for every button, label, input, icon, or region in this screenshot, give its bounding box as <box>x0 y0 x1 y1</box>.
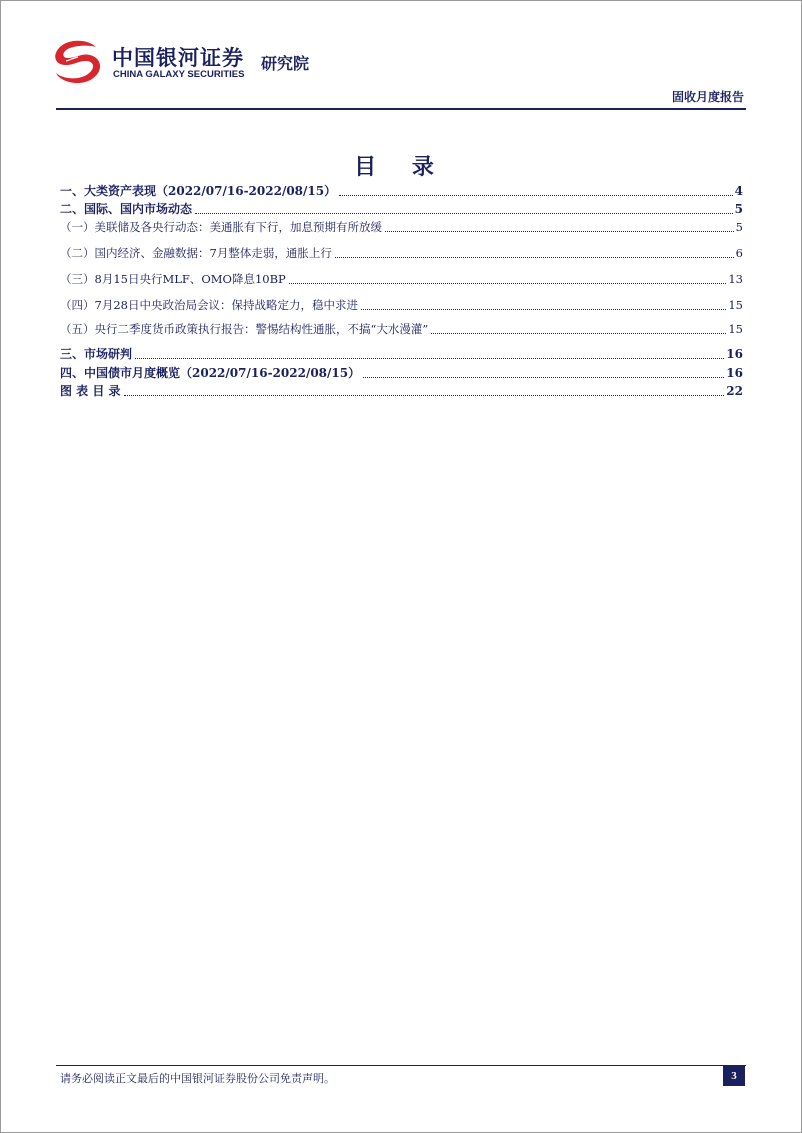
toc-entry-page: 15 <box>728 298 743 312</box>
toc-leader-dots <box>124 395 725 396</box>
toc-entry[interactable] <box>60 383 743 399</box>
brand-name-cn: 中国银河证券 <box>112 46 244 70</box>
toc-entry-title: （一）美联储及各央行动态：美通胀有下行，加息预期有所放缓 <box>60 220 382 234</box>
toc-entry-page: 16 <box>726 366 743 380</box>
toc-entry-page: 6 <box>735 246 743 260</box>
toc-entry-page: 15 <box>728 322 743 336</box>
toc-entry-title: （五）央行二季度货币政策执行报告：警惕结构性通胀，不搞“大水漫灌” <box>60 322 429 336</box>
toc-entry[interactable] <box>60 271 743 287</box>
toc-entry-title: （二）国内经济、金融数据：7月整体走弱，通胀上行 <box>60 246 332 260</box>
toc-entry-title: （四）7月28日中央政治局会议：保持战略定力，稳中求进 <box>60 298 358 312</box>
toc-entry-title: 图 表 目 录 <box>60 384 121 398</box>
toc-title: 目 录 <box>354 155 448 180</box>
toc-entry-page: 4 <box>734 184 743 198</box>
toc-entry[interactable] <box>60 297 743 313</box>
report-type-label: 固收月度报告 <box>671 90 744 104</box>
toc-entry-page: 13 <box>728 272 743 286</box>
toc-leader-dots <box>339 195 733 196</box>
page-header <box>50 38 750 110</box>
header-divider <box>56 108 746 110</box>
toc-entry-page: 5 <box>735 220 743 234</box>
toc-leader-dots <box>195 213 733 214</box>
toc-entry-title: 三、市场研判 <box>60 347 133 361</box>
footer-divider <box>56 1065 746 1066</box>
toc-entry[interactable] <box>60 219 743 235</box>
page-number: 3 <box>723 1066 745 1086</box>
disclaimer-note: 请务必阅读正文最后的中国银河证券股份公司免责声明。 <box>60 1072 335 1085</box>
toc-entry[interactable] <box>60 183 743 199</box>
institute-label: 研究院 <box>261 54 310 73</box>
toc-leader-dots <box>335 257 734 258</box>
toc-entry[interactable] <box>60 321 743 337</box>
toc-entry-page: 5 <box>734 202 743 216</box>
toc-leader-dots <box>135 358 724 359</box>
toc-entry-title: 二、国际、国内市场动态 <box>60 202 193 216</box>
toc-leader-dots <box>363 377 724 378</box>
toc-entry-title: （三）8月15日央行MLF、OMO降息10BP <box>60 272 286 286</box>
toc-entry[interactable] <box>60 201 743 217</box>
galaxy-logo-icon <box>50 38 104 86</box>
toc-leader-dots <box>361 309 726 310</box>
toc-entry[interactable] <box>60 245 743 261</box>
toc-entry-title: 四、中国债市月度概览（2022/07/16-2022/08/15） <box>60 366 361 380</box>
toc-entry-page: 16 <box>726 347 743 361</box>
toc-leader-dots <box>385 231 734 232</box>
toc-entry[interactable] <box>60 346 743 362</box>
toc-entry[interactable] <box>60 365 743 381</box>
toc-entry-title: 一、大类资产表现（2022/07/16-2022/08/15） <box>60 184 337 198</box>
toc-entry-page: 22 <box>726 384 743 398</box>
brand-name-en: CHINA GALAXY SECURITIES <box>113 69 245 80</box>
toc-leader-dots <box>431 333 726 334</box>
toc-leader-dots <box>289 283 727 284</box>
